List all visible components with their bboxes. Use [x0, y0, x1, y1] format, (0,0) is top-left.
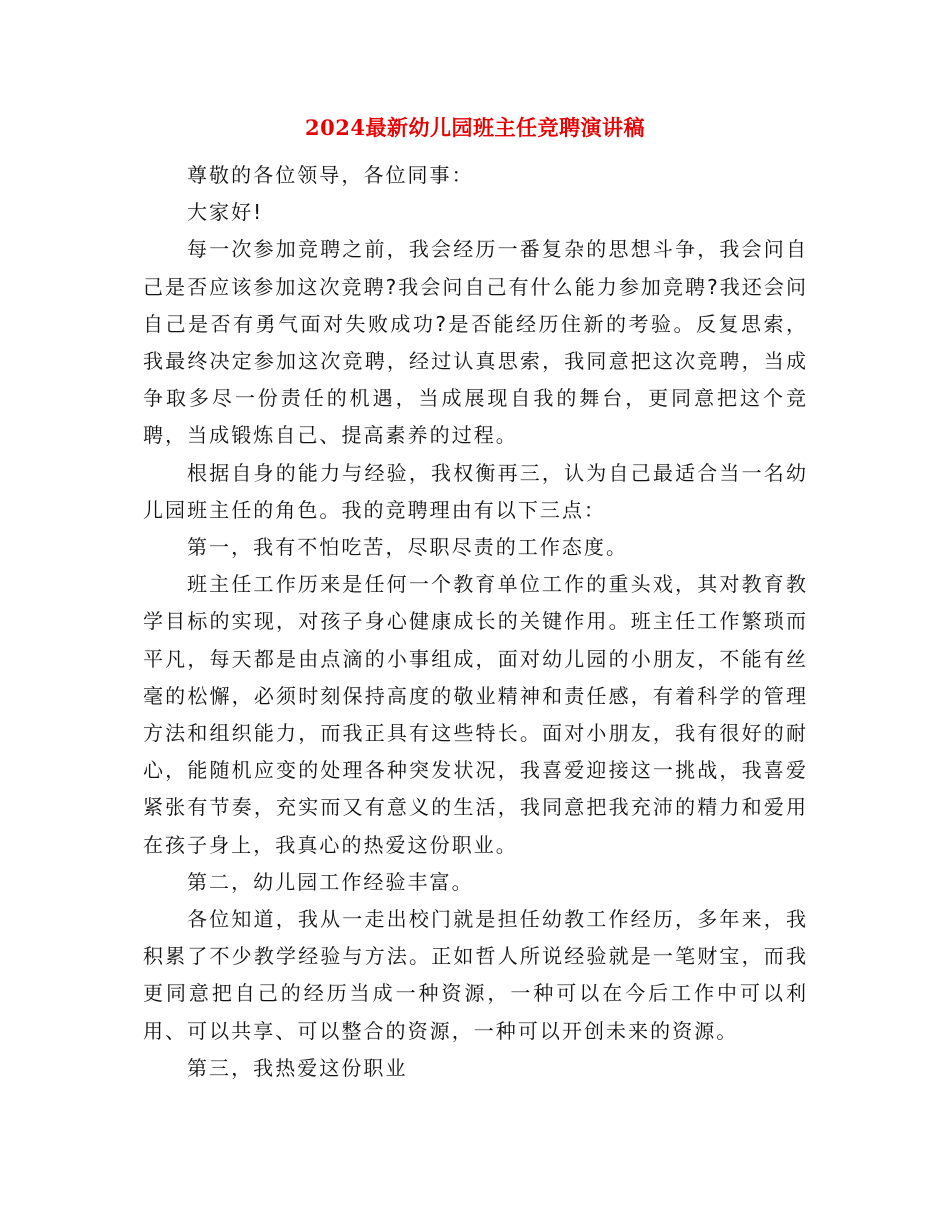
paragraph-point-two-detail: 各位知道，我从一走出校门就是担任幼教工作经历，多年来，我积累了不少教学经验与方法。正如哲人所说经验就是一笔财宝，而我更同意把自己的经历当成一种资源，一种可以在今后工作中可以利用、可以共享、可以整合的资源，一种可以开创未来的资源。	[143, 907, 808, 1043]
paragraph-salutation: 尊敬的各位领导，各位同事：	[187, 163, 474, 187]
document-title: 2024最新幼儿园班主任竞聘演讲稿	[305, 115, 645, 140]
paragraph-intro: 每一次参加竞聘之前，我会经历一番复杂的思想斗争，我会问自己是否应该参加这次竞聘?我会问自己有什么能力参加竞聘?我还会问自己是否有勇气面对失败成功?是否能经历住新的考验。反复思索，我最终决定参加这次竞聘，经过认真思索，我同意把这次竞聘，当成争取多尽一份责任的机遇，当成展现自我的舞台，更同意把这个竞聘，当成锻炼自己、提高素养的过程。	[143, 237, 808, 448]
paragraph-point-three: 第三，我热爱这份职业	[187, 1055, 408, 1080]
paragraph-point-two: 第二，幼儿园工作经验丰富。	[187, 869, 474, 894]
paragraph-reasons: 根据自身的能力与经验，我权衡再三，认为自己最适合当一名幼儿园班主任的角色。我的竞聘理由有以下三点：	[143, 460, 808, 522]
paragraph-point-one: 第一，我有不怕吃苦，尽职尽责的工作态度。	[187, 535, 628, 560]
paragraph-point-one-detail: 班主任工作历来是任何一个教育单位工作的重头戏，其对教育教学目标的实现，对孩子身心健康成长的关键作用。班主任工作繁琐而平凡，每天都是由点滴的小事组成，面对幼儿园的小朋友，不能有丝毫的松懈，必须时刻保持高度的敬业精神和责任感，有着科学的管理方法和组织能力，而我正具有这些特长。面对小朋友，我有很好的耐心，能随机应变的处理各种突发状况，我喜爱迎接这一挑战，我喜爱紧张有节奏，充实而又有意义的生活，我同意把我充沛的精力和爱用在孩子身上，我真心的热爱这份职业。	[143, 572, 808, 857]
document-body	[143, 157, 808, 1087]
paragraph-greeting: 大家好!	[187, 200, 264, 225]
